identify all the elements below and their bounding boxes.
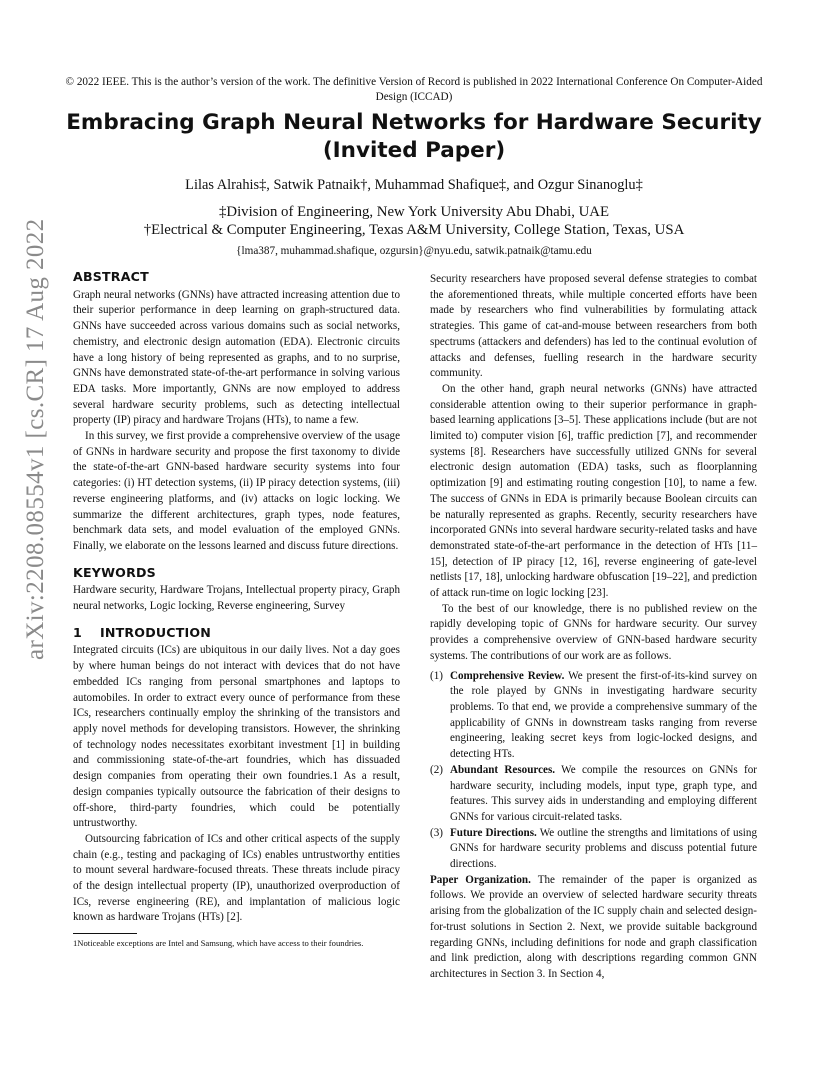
affiliation-tamu: †Electrical & Computer Engineering, Texas A&M University, College Station, Texas, USA bbox=[143, 222, 685, 238]
paper-title: Embracing Graph Neural Networks for Hardware Security (Invited Paper) bbox=[66, 110, 762, 163]
contribution-text: We outline the strengths and limitations of using GNNs for hardware security problems and discuss potential future directions. bbox=[450, 826, 757, 871]
author-list: Lilas Alrahis‡, Satwik Patnaik†, Muhammad Shafique‡, and Ozgur Sinanoglu‡ bbox=[185, 177, 643, 193]
contribution-number: (2) bbox=[430, 763, 443, 776]
affiliation-nyuad: ‡Division of Engineering, New York University Abu Dhabi, UAE bbox=[218, 204, 610, 220]
intro-section-title: INTRODUCTION bbox=[99, 624, 212, 640]
right-paragraph-3: To the best of our knowledge, there is no published review on the rapidly developing topic of GNNs for hardware security. Our survey provides a comprehensive overview of GNN-based hardware security systems. The contributions of our work are as follows. bbox=[430, 602, 757, 662]
paper-organization-text: The remainder of the paper is organized as follows. We provide an overview of selected hardware security threats arising from the globalization of the IC supply chain and selected design-for-trust solutions in Section 2. Next, we provide suitable background regarding GNNs, including definitions for node and graph classification and link prediction, along with descriptions regarding common GNN architectures in Section 3. In Section 4, bbox=[430, 873, 757, 980]
arxiv-id-label: arXiv:2208.08554v1 [cs.CR] 17 Aug 2022 bbox=[22, 218, 49, 660]
contribution-item bbox=[430, 826, 757, 873]
keywords-text: Hardware security, Hardware Trojans, Intellectual property piracy, Graph neural networks, Logic locking, Reverse engineering, Survey bbox=[73, 584, 400, 613]
intro-heading bbox=[73, 625, 400, 641]
contribution-title: Abundant Resources. bbox=[450, 763, 556, 776]
intro-section-number: 1 bbox=[73, 624, 82, 640]
contribution-number: (3) bbox=[430, 826, 443, 839]
contribution-item bbox=[430, 669, 757, 763]
left-column bbox=[73, 269, 400, 949]
abstract-heading: ABSTRACT bbox=[73, 269, 149, 284]
contribution-title: Comprehensive Review. bbox=[450, 669, 565, 682]
abstract-paragraph-2: In this survey, we first provide a comprehensive overview of the usage of GNNs in hardware security and propose the first taxonomy to divide the state-of-the-art GNN-based hardware security systems into four categories: (i) HT detection systems, (ii) IP piracy detection systems, (iii) reverse engineering platforms, and (iv) attacks on logic locking. We summarize the different architectures, graph types, node features, benchmark data sets, and model evaluation of the employed GNNs. Finally, we elaborate on the lessons learned and discuss future directions. bbox=[73, 430, 400, 552]
paper-organization-title: Paper Organization. bbox=[430, 873, 531, 886]
keywords-heading: KEYWORDS bbox=[73, 564, 156, 580]
contributions-list bbox=[430, 669, 757, 873]
footnote-1: 1Noticeable exceptions are Intel and Samsung, which have access to their foundries. bbox=[73, 938, 364, 949]
contribution-number: (1) bbox=[430, 669, 443, 682]
abstract-paragraph-1: Graph neural networks (GNNs) have attracted increasing attention due to their superior performance in deep learning on graph-structured data. GNNs have succeeded across various domains such as social networks, chemistry, and electronic design automation (EDA). Electronic circuits have a long history of being represented as graphs, and to no surprise, GNNs have demonstrated state-of-the-art performance in solving various EDA tasks. More importantly, GNNs are now employed to address several hardware security problems, such as detecting intellectual property (IP) piracy and hardware Trojans (HTs), to name a few. bbox=[73, 288, 400, 427]
contribution-title: Future Directions. bbox=[450, 826, 537, 839]
footnote-rule bbox=[73, 933, 137, 934]
paper-organization-paragraph bbox=[430, 873, 757, 983]
author-emails: {lma387, muhammad.shafique, ozgursin}@nyu.edu, satwik.patnaik@tamu.edu bbox=[236, 245, 592, 257]
right-paragraph-1: Security researchers have proposed several defense strategies to combat the aforementioned threats, while multiple concerted efforts have been made by researchers who find vulnerabilities by formulating attack strategies. This game of cat-and-mouse between researchers from both spectrums (attackers and defenders) has led to the continual evolution of attacks and defenses, fuelling research in the hardware security community. bbox=[430, 273, 757, 380]
contribution-text: We compile the resources on GNNs for hardware security, including models, input type, graph type, and features. This survey aids in understanding and employing different GNNs for various circuit-related tasks. bbox=[450, 763, 757, 823]
right-paragraph-2: On the other hand, graph neural networks (GNNs) have attracted considerable attention owing to their superior performance in graph-based learning applications [3–5]. These applications include (but are not limited to) computer vision [6], traffic prediction [7], and recommender systems [8]. Researchers have successfully utilized GNNs for several electronic design automation (EDA) tasks, such as floorplanning optimization [9] and estimating routing congestion [10], to name a few. The success of GNNs in EDA is primarily because Boolean circuits can be naturally represented as graphs. Recently, security researchers have incorporated GNNs into several hardware security-related tasks and have demonstrated state-of-the-art performance in the detection of HTs [11–15], detection of IP piracy [12, 16], reverse engineering of gate-level netlists [17, 18], unlocking hardware obfuscation [19–22], and prediction of attack run-time on logic locking [23]. bbox=[430, 382, 757, 600]
intro-paragraph-1: Integrated circuits (ICs) are ubiquitous in our daily lives. Not a day goes by where human beings do not interact with devices that do not have embedded ICs ranging from personal smartphones and laptops to automobiles. In order to extract every ounce of performance from these ICs, researchers continually employ the shrinking of the transistors and apply novel methods for developing transistors. However, the shrinking of technology nodes necessitates exorbitant investment [1] in building and commissioning state-of-the-art foundries, which has dissuaded design companies from operating their own foundries.1 As a result, design companies typically outsource the fabrication of their designs to off-shore, third-party foundries, which could be potentially untrustworthy. bbox=[73, 644, 400, 830]
contribution-text: We present the first-of-its-kind survey on the role played by GNNs in investigating hardware security problems. To that end, we provide a comprehensive summary of the applicability of GNNs in downstream tasks ranging from reverse engineering, leaking secret keys from logic-locked designs, and detecting HTs. bbox=[450, 669, 757, 761]
right-column bbox=[430, 272, 757, 983]
copyright-notice: © 2022 IEEE. This is the author’s version of the work. The definitive Version of Record is published in 2022 International Conference On Computer-Aided Design (ICCAD) bbox=[65, 76, 763, 103]
contribution-item bbox=[430, 763, 757, 826]
intro-paragraph-2: Outsourcing fabrication of ICs and other critical aspects of the supply chain (e.g., testing and packaging of ICs) enables untrustworthy entities to mount several hardware-focused threats. These threats include piracy of the design intellectual property (IP), unauthorized overproduction of ICs, reverse engineering (RE), and implantation of malicious logic known as hardware Trojans (HTs) [2]. bbox=[73, 832, 400, 924]
